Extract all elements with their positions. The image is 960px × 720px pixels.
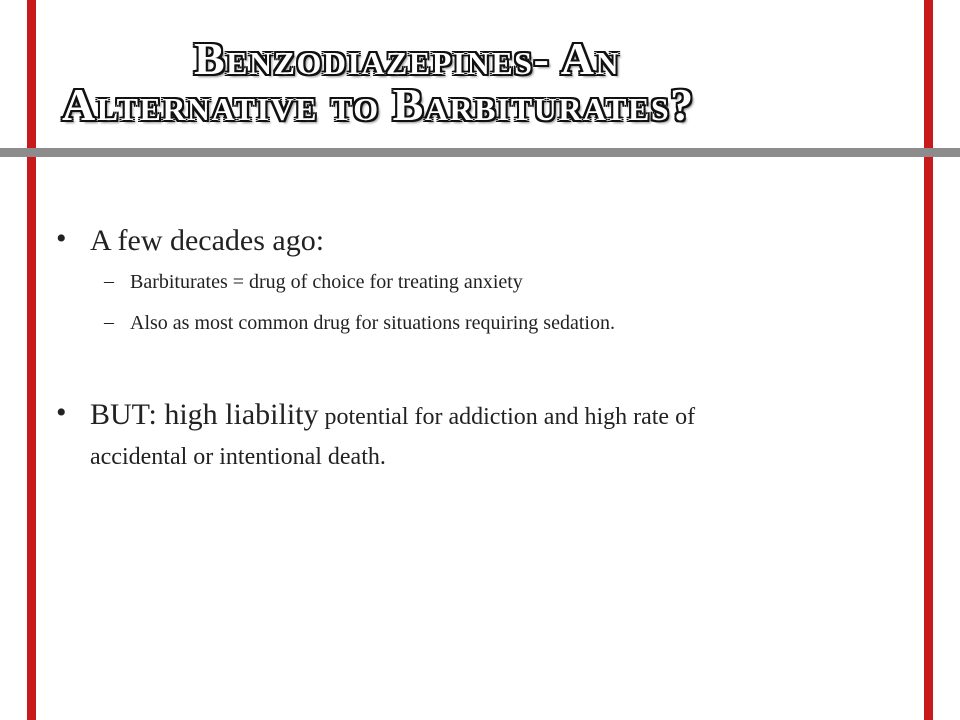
subbullet-dash-1: – — [104, 270, 114, 292]
bullet-2-rest-line-2: accidental or intentional death. — [90, 444, 386, 470]
bullet-marker-2: • — [56, 396, 67, 429]
bullet-marker-1: • — [56, 222, 67, 255]
subbullet-1-text: Barbiturates = drug of choice for treating anxiety — [130, 271, 523, 293]
bullet-2-lead: BUT: high liability — [90, 398, 319, 431]
subbullet-dash-2: – — [104, 311, 114, 333]
bullet-1-text: A few decades ago: — [90, 224, 325, 257]
bullet-2-text — [90, 396, 905, 476]
subbullet-2-text: Also as most common drug for situations requiring sedation. — [130, 312, 615, 334]
title-line-2: Alternative to Barbiturates? — [62, 79, 695, 130]
bullet-2-rest-line-1: potential for addiction and high rate of — [318, 404, 696, 430]
title-line-1: Benzodiazepines- An — [194, 33, 621, 84]
